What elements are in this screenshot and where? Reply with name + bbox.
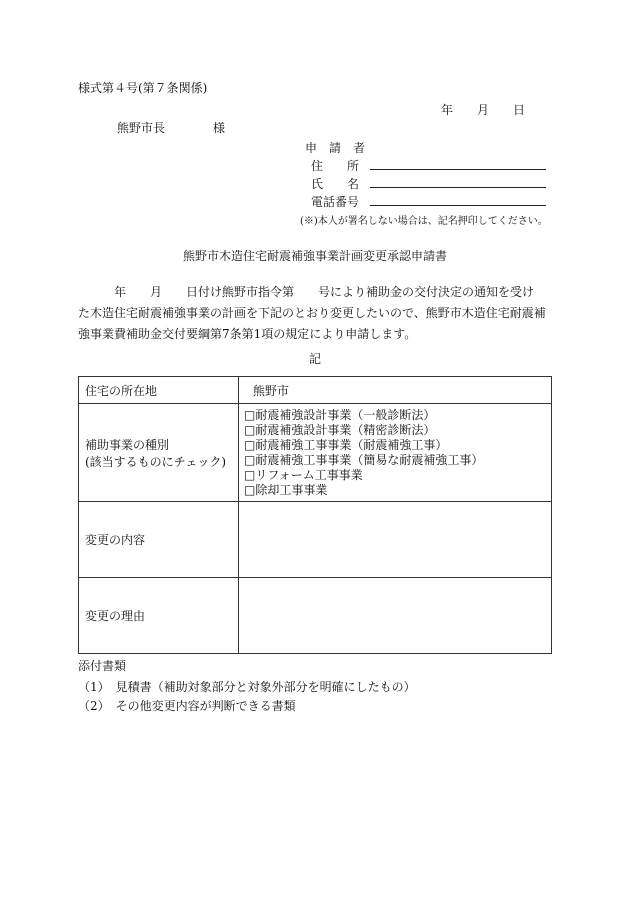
date-line: 年 月 日 — [441, 103, 526, 117]
table-row — [79, 404, 552, 502]
attachment-item-1: （1） 見積書（補助対象部分と対象外部分を明確にしたもの） — [78, 680, 416, 694]
body-line-1: 年 月 日付け熊野市指令第 号により補助金の交付決定の通知を受け — [78, 285, 535, 299]
name-label: 氏 名 — [311, 177, 360, 191]
change-reason-field[interactable] — [239, 578, 552, 654]
application-table — [78, 376, 552, 654]
project-type-label-line1: 補助事業の種別 — [85, 437, 170, 452]
change-content-label: 変更の内容 — [79, 502, 239, 578]
change-content-field[interactable] — [239, 502, 552, 578]
project-type-options — [239, 404, 552, 502]
table-row — [79, 377, 552, 404]
option-checkbox[interactable]: □耐震補強工事事業（簡易な耐震補強工事） — [244, 452, 484, 467]
table-row — [79, 502, 552, 578]
address-label: 住 所 — [311, 159, 360, 173]
location-label: 住宅の所在地 — [79, 377, 239, 404]
phone-field[interactable] — [370, 205, 546, 206]
option-checkbox[interactable]: □除却工事事業 — [244, 482, 328, 497]
form-number: 様式第４号(第７条関係) — [78, 81, 208, 95]
project-type-label-line2: (該当するものにチェック) — [85, 454, 227, 469]
phone-label: 電話番号 — [311, 195, 360, 209]
body-line-3: 強事業費補助金交付要綱第7条第1項の規定により申請します。 — [78, 327, 417, 341]
option-checkbox[interactable]: □耐震補強設計事業（精密診断法） — [244, 422, 436, 437]
location-value[interactable]: 熊野市 — [239, 377, 552, 404]
address-field[interactable] — [370, 169, 546, 170]
document-title: 熊野市木造住宅耐震補強事業計画変更承認申請書 — [182, 249, 447, 263]
signature-note: (※)本人が署名しない場合は、記名押印してください。 — [300, 216, 548, 227]
project-type-label — [79, 404, 239, 502]
body-line-2: た木造住宅耐震補強事業の計画を下記のとおり変更したいので、熊野市木造住宅耐震補 — [78, 306, 546, 320]
option-checkbox[interactable]: □耐震補強設計事業（一般診断法） — [244, 407, 436, 422]
attachment-item-2: （2） その他変更内容が判断できる書類 — [78, 699, 296, 713]
option-checkbox[interactable]: □リフォーム工事事業 — [244, 467, 363, 482]
change-reason-label: 変更の理由 — [79, 578, 239, 654]
attachments-heading: 添付書類 — [78, 659, 127, 673]
table-row — [79, 578, 552, 654]
option-checkbox[interactable]: □耐震補強工事事業（耐震補強工事） — [244, 437, 448, 452]
applicant-title: 申 請 者 — [305, 141, 366, 155]
name-field[interactable] — [370, 187, 546, 188]
ki-mark: 記 — [308, 352, 321, 366]
addressee: 熊野市長 様 — [117, 121, 226, 135]
